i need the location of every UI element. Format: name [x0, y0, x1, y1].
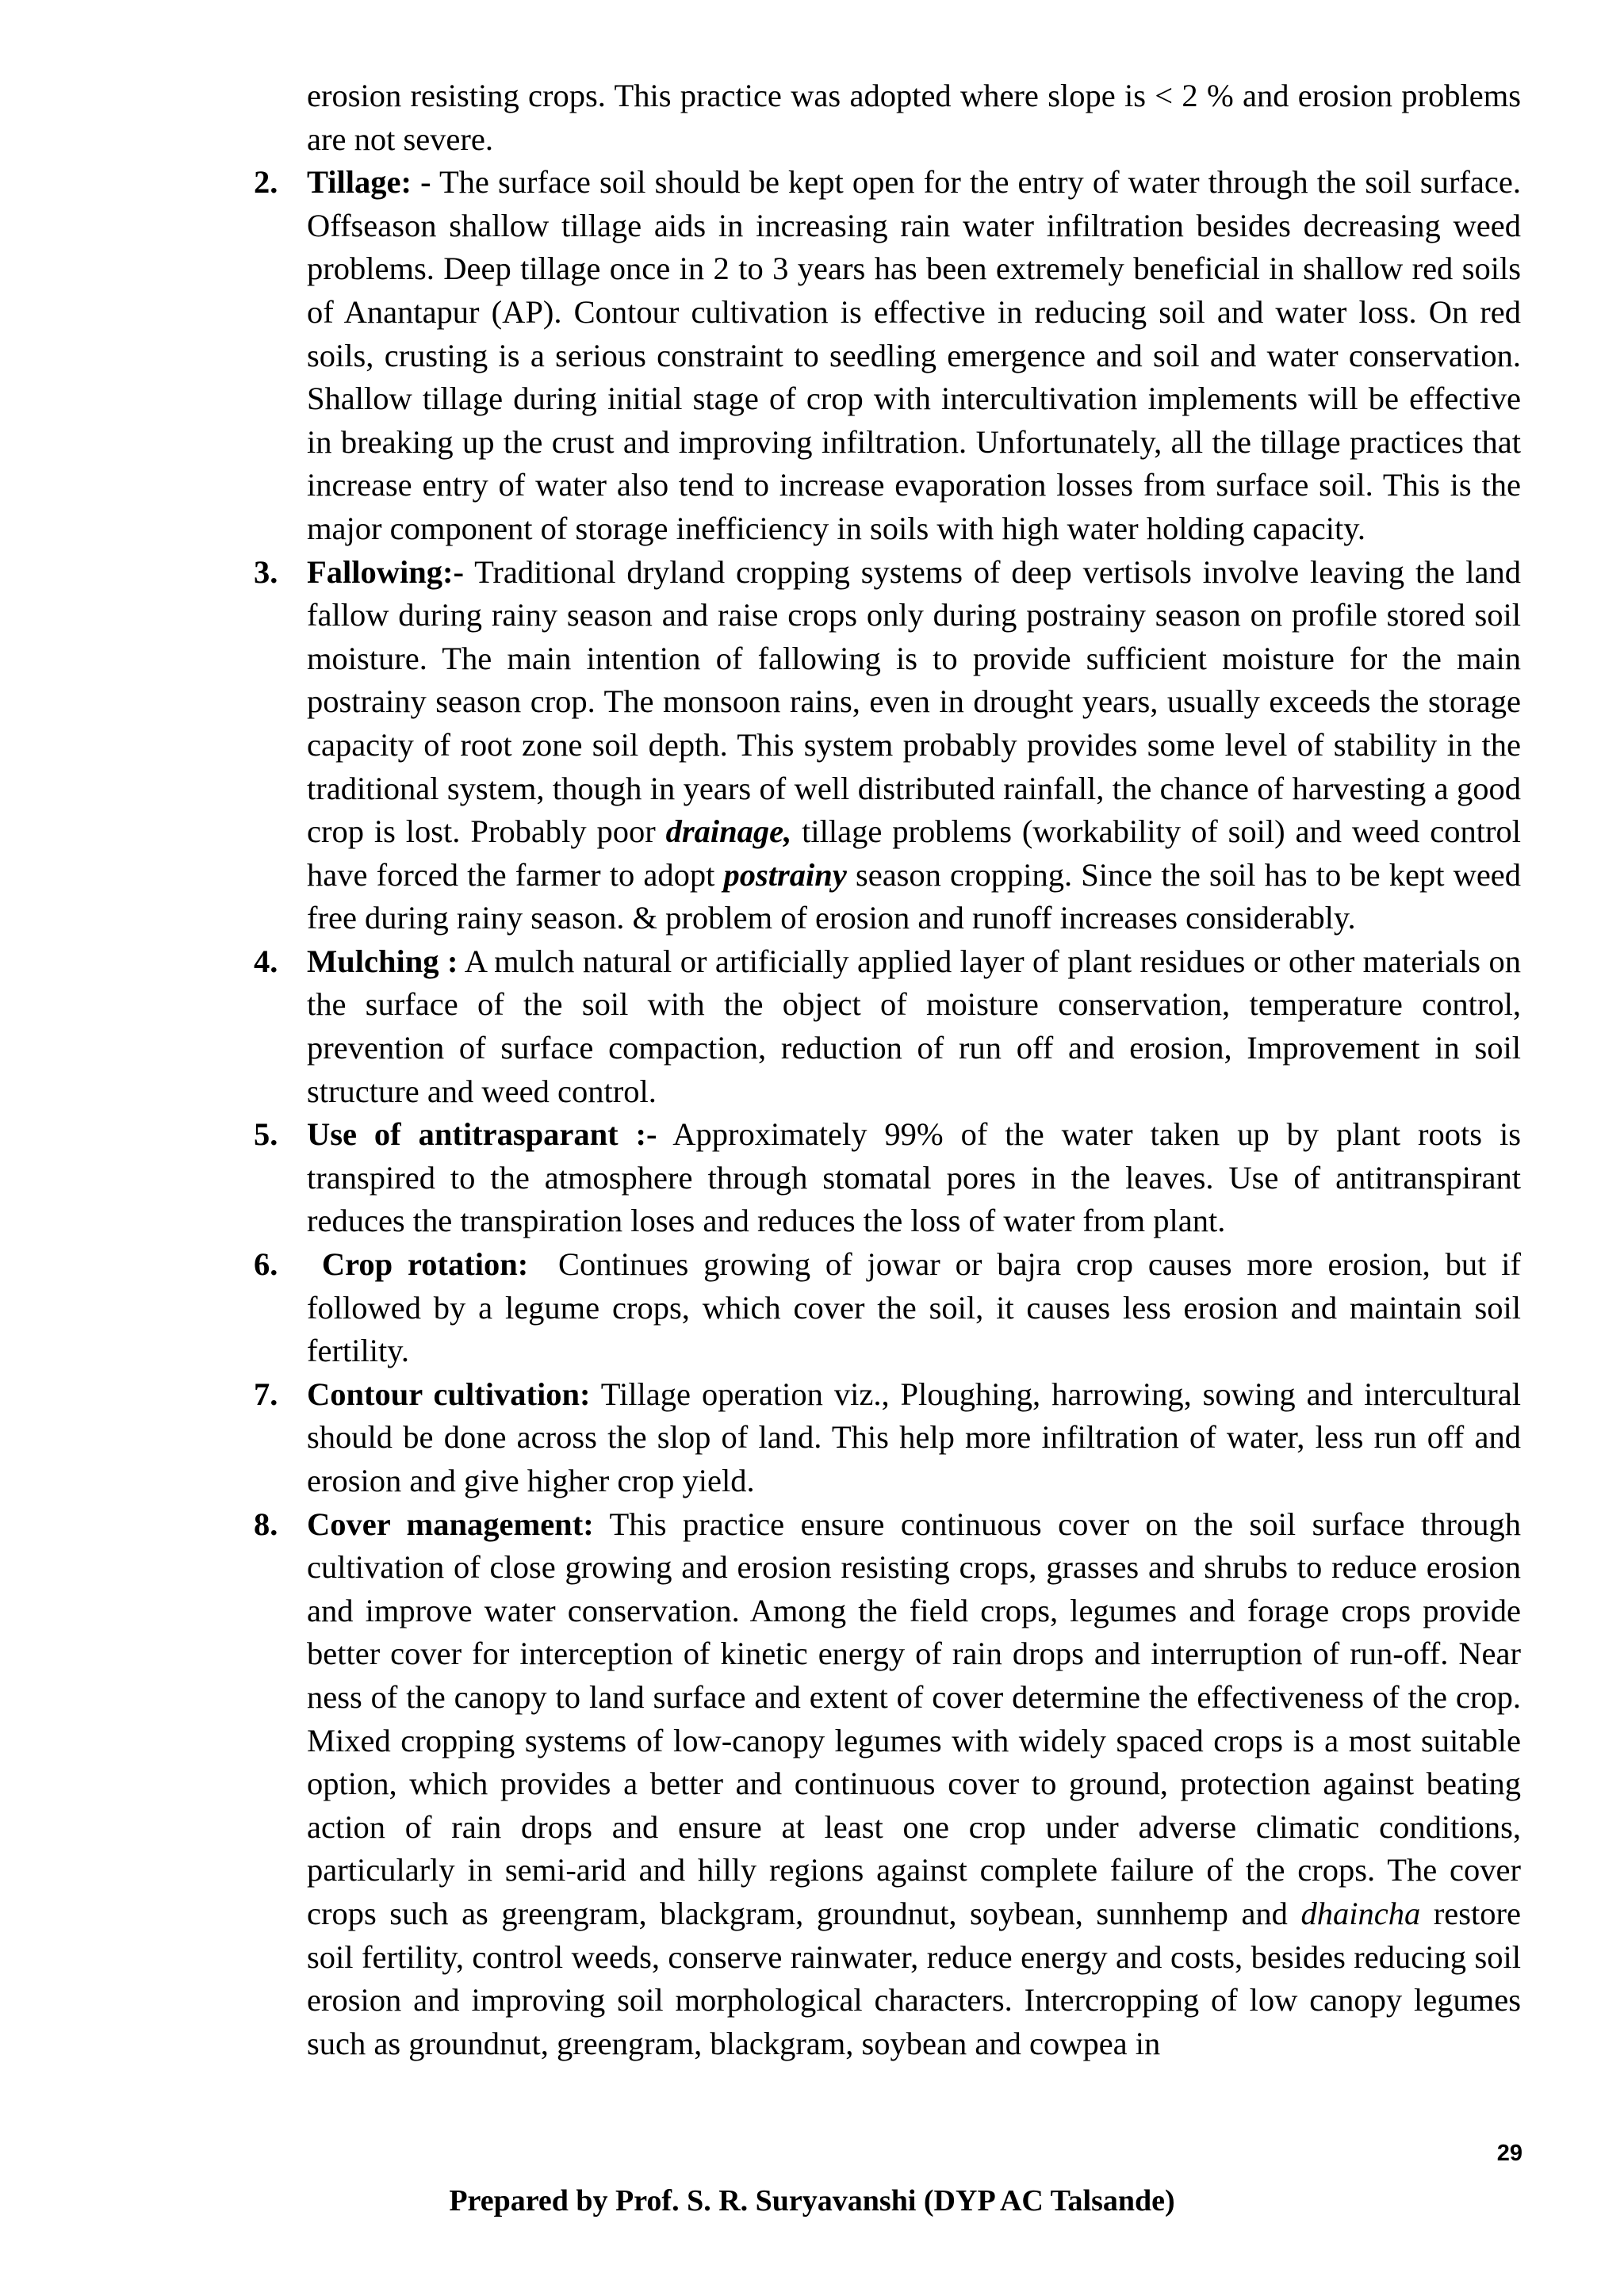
list-item-number: 6. [254, 1246, 278, 1283]
list-item-number: 2. [254, 164, 278, 201]
list-item-tillage [254, 161, 1521, 550]
list-item-term: Tillage: - [307, 164, 431, 201]
list-item-text: This practice ensure continuous cover on the soil surface through cultivation of close growing and erosion resisting crops, grasses and shrubs to reduce erosion and improve water conservation. Among the field crops, legumes and forage crops provide better cover for interception of kinetic energy of rain drops and interruption of run-off. Near ness of the canopy to land surface and extent of cover determine the effectiveness of the crop. Mixed cropping systems of low-canopy legumes with widely spaced crops is a most suitable option, which provides a better and continuous cover to ground, protection against beating action of rain drops and ensure at least one crop under adverse climatic conditions, particularly in semi-arid and hilly regions against complete failure of the crops. The cover crops such as greengram, blackgram, groundnut, soybean, sunnhemp and [307, 1506, 1521, 1931]
list-item-text: Tillage operation viz., Ploughing, harrowing, sowing and intercultural should be done across the slop of land. This help more infiltration of water, less run off and erosion and give higher crop yield. [307, 1376, 1521, 1498]
emphasis-drainage: drainage, [665, 813, 792, 850]
list-item-number: 5. [254, 1116, 278, 1153]
list-item-contour-cultivation [254, 1373, 1521, 1503]
list-item-term: Cover management: [307, 1506, 594, 1542]
list-item-body [307, 554, 1521, 936]
list-item-term: Fallowing:- [307, 553, 464, 590]
list-item-number: 3. [254, 553, 278, 590]
page-footer: Prepared by Prof. S. R. Suryavanshi (DYP AC Talsande) [449, 2184, 1175, 2218]
list-item-text: Approximately 99% of the water taken up by plant roots is transpired to the atmosphere through stomatal pores in the leaves. Use of antitranspirant reduces the transpiration loses and reduces the loss of water from plant. [307, 1116, 1521, 1239]
list-item-text: Continues growing of jowar or bajra crop causes more erosion, but if followed by a legume crops, which cover the soil, it causes less erosion and maintain soil fertility. [307, 1246, 1522, 1369]
list-item-body [307, 164, 1521, 546]
list-item-text: Traditional dryland cropping systems of deep vertisols involve leaving the land fallow during rainy season and raise crops only during postrainy season on profile stored soil moisture. The main intention of fallowing is to provide sufficient moisture for the main postrainy season crop. The monsoon rains, even in drought years, usually exceeds the storage capacity of root zone soil depth. This system probably provides some level of stability in the traditional system, though in years of well distributed rainfall, the chance of harvesting a good crop is lost. Probably poor [307, 553, 1521, 850]
list-item-body [307, 1376, 1521, 1498]
list-item-text: restore soil fertility, control weeds, conserve rainwater, reduce energy and costs, besides reducing soil erosion and improving soil morphological characters. Intercropping of low canopy legumes such as groundnut, greengram, blackgram, soybean and cowpea in [307, 1895, 1521, 2061]
list-item-number: 7. [254, 1376, 278, 1412]
list-item-text: The surface soil should be kept open for the entry of water through the soil surface. Offseason shallow tillage aids in increasing rain water infiltration besides decreasing weed problems. Deep tillage once in 2 to 3 years has been extremely beneficial in shallow red soils of Anantapur (AP). Contour cultivation is effective in reducing soil and water loss. On red soils, crusting is a serious constraint to seedling emergence and soil and water conservation. Shallow tillage during initial stage of crop with intercultivation implements will be effective in breaking up the crust and improving infiltration. Unfortunately, all the tillage practices that increase entry of water also tend to increase evaporation losses from surface soil. This is the major component of storage inefficiency in soils with high water holding capacity. [307, 164, 1521, 546]
list-item-text: tillage problems (workability of soil) and weed control have forced the farmer to adopt [307, 813, 1522, 893]
emphasis-postrainy: postrainy [723, 856, 847, 893]
list-item-antitranspirant [254, 1113, 1521, 1243]
list-item-cover-management [254, 1503, 1521, 2066]
page-content [254, 75, 1521, 2065]
list-item-term: Contour cultivation: [307, 1376, 591, 1412]
list-item-term: Mulching : [307, 943, 458, 979]
list-item-text: A mulch natural or artificially applied layer of plant residues or other materials on the surface of the soil with the object of moisture conservation, temperature control, prevention of surface compaction, reduction of run off and erosion, Improvement in soil structure and weed control. [307, 943, 1522, 1109]
list-item-crop-rotation [254, 1243, 1521, 1373]
emphasis-dhaincha: dhaincha [1300, 1895, 1421, 1931]
list-item-body [307, 1116, 1521, 1238]
list-item-body [307, 1246, 1521, 1368]
continuation-paragraph: erosion resisting crops. This practice was adopted where slope is < 2 % and erosion problems are not severe. [307, 78, 1521, 157]
list-item-fallowing [254, 551, 1521, 940]
list-item-number: 8. [254, 1506, 278, 1542]
page-number: 29 [1496, 2141, 1522, 2166]
list-item-term: Use of antitrasparant :- [307, 1116, 657, 1153]
list-item-number: 4. [254, 943, 278, 979]
list-item-mulching [254, 940, 1521, 1113]
numbered-list [254, 161, 1521, 2065]
list-item-body [307, 943, 1521, 1109]
list-item-term: Crop rotation: [321, 1246, 529, 1283]
list-item-text: season cropping. Since the soil has to be kept weed free during rainy season. & problem of erosion and runoff increases considerably. [307, 856, 1522, 936]
list-item-body [307, 1506, 1521, 2061]
